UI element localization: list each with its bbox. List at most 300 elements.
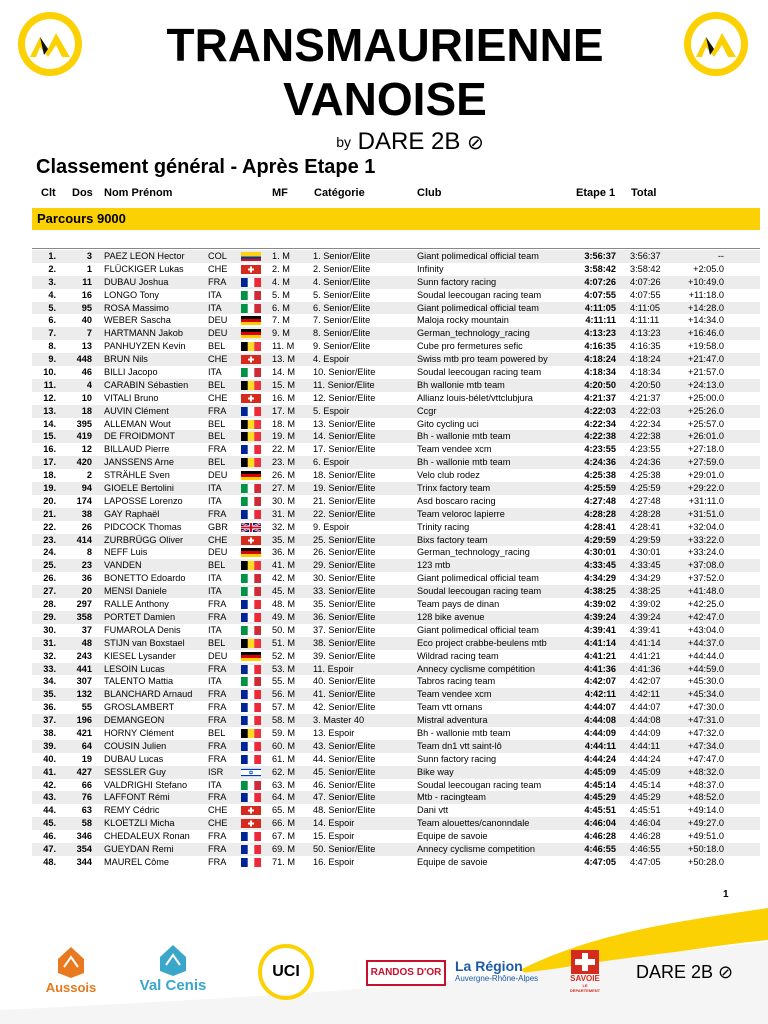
bib: 40 [81, 315, 92, 326]
brand-title-line1: TRANSMAURIENNE [166, 19, 604, 71]
flag-fra-icon [241, 793, 261, 802]
rank: 15. [43, 431, 56, 442]
stage1-time: 4:22:38 [584, 431, 616, 442]
table-row [32, 430, 760, 443]
gap: +25:26.0 [687, 405, 724, 416]
gap: +47:34.0 [687, 740, 724, 751]
gap: +44:37.0 [687, 637, 724, 648]
gap: +42:47.0 [687, 611, 724, 622]
category: 11. Senior/Elite [313, 379, 375, 390]
club: Equipe de savoie [417, 831, 488, 842]
rank: 36. [43, 702, 56, 713]
club: Bh - wallonie mtb team [417, 457, 511, 468]
flag-fra-icon [241, 445, 261, 454]
club: Maloja rocky mountain [417, 315, 509, 326]
flag-ita-icon [241, 291, 261, 300]
category: 2. Senior/Elite [313, 263, 371, 274]
table-row [32, 263, 760, 276]
gap: +49:27.0 [687, 818, 724, 829]
gap: +47:47.0 [687, 753, 724, 764]
rank: 23. [43, 534, 56, 545]
nationality: BEL [208, 560, 226, 571]
event-logo-right [684, 12, 748, 76]
total-time: 4:45:14 [630, 779, 661, 790]
nationality: ISR [208, 766, 224, 777]
stage1-time: 4:42:07 [584, 676, 616, 687]
flag-fra-icon [241, 665, 261, 674]
gap: +47:32.0 [687, 727, 724, 738]
rider-name: COUSIN Julien [104, 740, 167, 751]
stage1-time: 4:29:59 [584, 534, 616, 545]
total-time: 4:22:34 [630, 418, 661, 429]
rank: 41. [43, 766, 56, 777]
flag-ita-icon [241, 497, 261, 506]
rider-name: FUMAROLA Denis [104, 624, 181, 635]
club: German_technology_racing [417, 328, 530, 339]
nationality: COL [208, 251, 227, 261]
nationality: FRA [208, 276, 227, 287]
nationality: ITA [208, 573, 222, 584]
total-time: 4:11:05 [630, 302, 660, 313]
table-row [32, 753, 760, 766]
nationality: CHE [208, 805, 228, 816]
nationality: FRA [208, 599, 227, 610]
club: Team vendee xcm [417, 689, 492, 700]
rank: 5. [48, 302, 56, 313]
flag-fra-icon [241, 858, 261, 867]
gap: +24:13.0 [687, 379, 724, 390]
total-time: 4:46:04 [630, 818, 661, 829]
gap: +27:59.0 [687, 457, 724, 468]
nationality: FRA [208, 753, 227, 764]
category: 43. Senior/Elite [313, 740, 376, 751]
bib: 64 [81, 740, 92, 751]
bib: 4 [86, 379, 92, 390]
category: 1. Senior/Elite [313, 251, 371, 261]
bib: 7 [86, 328, 92, 339]
event-mark-icon [696, 29, 736, 59]
rank: 31. [43, 637, 56, 648]
rider-name: LAPOSSE Lorenzo [104, 495, 183, 506]
club: Giant polimedical official team [417, 624, 539, 635]
nationality: FRA [208, 831, 227, 842]
category: 11. Espoir [313, 663, 354, 674]
table-row [32, 766, 760, 779]
flag-ita-icon [241, 587, 261, 596]
event-logo-left [18, 12, 82, 76]
mf-rank: 5. M [272, 289, 290, 300]
nationality: BEL [208, 637, 226, 648]
total-time: 4:46:28 [630, 831, 661, 842]
rider-name: BLANCHARD Arnaud [104, 689, 193, 700]
category: 29. Senior/Elite [313, 560, 376, 571]
stage1-time: 4:46:28 [584, 831, 616, 842]
total-time: 4:18:34 [630, 367, 661, 378]
total-time: 4:21:37 [630, 392, 661, 403]
category: 4. Espoir [313, 354, 350, 365]
flag-bel-icon [241, 342, 261, 351]
nationality: ITA [208, 676, 222, 687]
table-row [32, 521, 760, 534]
event-mark-icon [30, 29, 70, 59]
total-time: 4:41:14 [630, 637, 661, 648]
sponsor-aussois [36, 945, 106, 997]
total-time: 4:39:24 [630, 611, 661, 622]
table-row [32, 327, 760, 340]
flag-bel-icon [241, 639, 261, 648]
rider-name: PIDCOCK Thomas [104, 521, 182, 532]
gap: +25:00.0 [687, 392, 724, 403]
nationality: FRA [208, 689, 227, 700]
rider-name: PANHUYZEN Kevin [104, 341, 186, 352]
section-bar [32, 208, 760, 230]
dare2b-icon: ⊘ [718, 962, 734, 982]
category: 13. Senior/Elite [313, 418, 376, 429]
mf-rank: 31. M [272, 508, 295, 519]
bib: 26 [81, 521, 92, 532]
total-time: 4:38:25 [630, 586, 661, 597]
sponsor-randosdor [366, 960, 446, 986]
rank: 32. [43, 650, 56, 661]
flag-che-icon [241, 394, 261, 403]
stage1-time: 4:20:50 [584, 379, 616, 390]
club: Team pays de dinan [417, 599, 500, 610]
gap: +50:28.0 [687, 856, 724, 867]
flag-fra-icon [241, 755, 261, 764]
club: German_technology_racing [417, 547, 530, 558]
mf-rank: 65. M [272, 805, 295, 816]
stage1-time: 4:25:38 [584, 470, 616, 481]
rank: 10. [43, 367, 56, 378]
total-time: 4:42:11 [630, 689, 660, 700]
table-row [32, 314, 760, 327]
rider-name: FLÜCKIGER Lukas [104, 263, 184, 274]
total-time: 3:56:37 [630, 251, 661, 261]
bib: 243 [76, 650, 92, 661]
club: Velo club rodez [417, 470, 480, 481]
rider-name: MENSI Daniele [104, 586, 167, 597]
rank: 1. [48, 251, 56, 261]
table-row [32, 688, 760, 701]
col-header-bib: Dos [72, 187, 93, 199]
bib: 395 [76, 418, 92, 429]
gap: +29:22.0 [687, 483, 724, 494]
club: Tabros racing team [417, 676, 496, 687]
rider-name: RALLE Anthony [104, 599, 169, 610]
bib: 48 [81, 637, 92, 648]
rank: 25. [43, 560, 56, 571]
rank: 16. [43, 444, 56, 455]
table-row [32, 495, 760, 508]
nationality: ITA [208, 483, 222, 494]
flag-fra-icon [241, 510, 261, 519]
mf-rank: 6. M [272, 302, 290, 313]
uci-label: UCI [272, 963, 300, 980]
club: Swiss mtb pro team powered by [417, 354, 548, 365]
gap: +33:22.0 [687, 534, 724, 545]
total-time: 4:20:50 [630, 379, 661, 390]
savoie-sub-label: LE DÉPARTEMENT [569, 983, 601, 993]
category: 4. Senior/Elite [313, 276, 371, 287]
mf-rank: 16. M [272, 392, 295, 403]
club: 128 bike avenue [417, 611, 485, 622]
flag-deu-icon [241, 471, 261, 480]
category: 35. Senior/Elite [313, 599, 376, 610]
stage1-time: 4:46:04 [584, 818, 616, 829]
stage1-time: 4:39:24 [584, 611, 616, 622]
gap: +26:01.0 [687, 431, 724, 442]
gap: +19:58.0 [687, 341, 724, 352]
rank: 9. [48, 354, 56, 365]
flag-ita-icon [241, 304, 261, 313]
category: 48. Senior/Elite [313, 805, 376, 816]
flag-fra-icon [241, 703, 261, 712]
table-row [32, 572, 760, 585]
mf-rank: 14. M [272, 367, 295, 378]
gap: +47:31.0 [687, 715, 724, 726]
mf-rank: 50. M [272, 624, 295, 635]
gap: +37:08.0 [687, 560, 724, 571]
category: 42. Senior/Elite [313, 702, 376, 713]
flag-fra-icon [241, 845, 261, 854]
club: Trinity racing [417, 521, 470, 532]
category: 5. Senior/Elite [313, 289, 371, 300]
bib: 38 [81, 508, 92, 519]
nationality: BEL [208, 418, 226, 429]
total-time: 4:07:26 [630, 276, 661, 287]
rank: 40. [43, 753, 56, 764]
club: Soudal leecougan racing team [417, 586, 542, 597]
gap: +10:49.0 [687, 276, 724, 287]
flag-che-icon [241, 265, 261, 274]
club: Team veloroc lapierre [417, 508, 505, 519]
rider-name: GUEYDAN Remi [104, 843, 174, 854]
bib: 8 [86, 547, 92, 558]
stage1-time: 4:21:37 [584, 392, 616, 403]
table-row [32, 250, 760, 263]
rank: 26. [43, 573, 56, 584]
total-time: 4:24:36 [630, 457, 661, 468]
total-time: 4:44:07 [630, 702, 661, 713]
gap: +14:34.0 [687, 315, 724, 326]
stage1-time: 4:11:05 [584, 302, 616, 313]
gap: +32:04.0 [687, 521, 724, 532]
flag-fra-icon [241, 690, 261, 699]
stage1-time: 4:30:01 [584, 547, 616, 558]
table-row [32, 830, 760, 843]
nationality: CHE [208, 263, 228, 274]
flag-bel-icon [241, 561, 261, 570]
rider-name: ROSA Massimo [104, 302, 169, 313]
rider-name: KLOETZLI Micha [104, 818, 175, 829]
table-row [32, 508, 760, 521]
bib: 76 [81, 792, 92, 803]
randosdor-label: RANDOS D'OR [370, 967, 442, 978]
rider-name: BILLI Jacopo [104, 367, 158, 378]
gap: +44:59.0 [687, 663, 724, 674]
table-row [32, 611, 760, 624]
table-row [32, 791, 760, 804]
rider-name: AUVIN Clément [104, 405, 169, 416]
bib: 174 [76, 495, 92, 506]
table-row [32, 276, 760, 289]
bib: 421 [76, 727, 92, 738]
nationality: DEU [208, 547, 228, 558]
nationality: BEL [208, 379, 226, 390]
page-number: 1 [723, 889, 729, 900]
valcenis-label: Val Cenis [139, 977, 207, 994]
flag-fra-icon [241, 832, 261, 841]
mf-rank: 53. M [272, 663, 295, 674]
rider-name: DUBAU Lucas [104, 753, 164, 764]
gap: +21:47.0 [687, 354, 724, 365]
stage1-time: 4:27:48 [584, 495, 616, 506]
brand-sponsor-name: DARE 2B [357, 128, 461, 155]
stage1-time: 4:41:36 [584, 663, 616, 674]
brand-title-line2: VANOISE [283, 73, 487, 125]
flag-che-icon [241, 536, 261, 545]
rider-name: GAY Raphaël [104, 508, 160, 519]
table-row [32, 585, 760, 598]
mf-rank: 30. M [272, 495, 295, 506]
flag-ita-icon [241, 781, 261, 790]
nationality: FRA [208, 508, 227, 519]
club: Giant polimedical official team [417, 573, 539, 584]
bib: 196 [76, 715, 92, 726]
rider-name: DE FROIDMONT [104, 431, 175, 442]
rank: 28. [43, 599, 56, 610]
stage1-time: 4:28:28 [584, 508, 616, 519]
stage1-time: 3:56:37 [584, 251, 616, 261]
nationality: FRA [208, 856, 227, 867]
total-time: 4:41:21 [630, 650, 661, 661]
total-time: 4:44:24 [630, 753, 661, 764]
nationality: DEU [208, 328, 228, 339]
club: Sunn factory racing [417, 753, 497, 764]
rank: 11. [43, 379, 56, 390]
mf-rank: 63. M [272, 779, 295, 790]
gap: +49:51.0 [687, 831, 724, 842]
brand-sponsor-line [300, 127, 520, 158]
table-row [32, 740, 760, 753]
bib: 94 [81, 483, 92, 494]
col-header-name: Nom Prénom [104, 187, 173, 199]
mf-rank: 48. M [272, 599, 295, 610]
rider-name: TALENTO Mattia [104, 676, 174, 687]
stage1-time: 4:41:21 [584, 650, 616, 661]
table-row [32, 456, 760, 469]
mf-rank: 71. M [272, 856, 295, 867]
category: 37. Senior/Elite [313, 624, 376, 635]
gap: +42:25.0 [687, 599, 724, 610]
mf-rank: 61. M [272, 753, 295, 764]
club: Ccgr [417, 405, 437, 416]
total-time: 4:27:48 [630, 495, 661, 506]
category: 3. Master 40 [313, 715, 365, 726]
club: Soudal leecougan racing team [417, 367, 542, 378]
rider-name: DUBAU Joshua [104, 276, 169, 287]
gap: +2:05.0 [693, 263, 724, 274]
club: Mtb - racingteam [417, 792, 486, 803]
table-row [32, 302, 760, 315]
mf-rank: 57. M [272, 702, 295, 713]
gap: +45:30.0 [687, 676, 724, 687]
club: Giant polimedical official team [417, 302, 539, 313]
gap: +44:44.0 [687, 650, 724, 661]
stage1-time: 4:47:05 [584, 856, 616, 867]
rank: 14. [43, 418, 56, 429]
category: 16. Espoir [313, 856, 355, 867]
table-row [32, 353, 760, 366]
category: 6. Senior/Elite [313, 302, 371, 313]
gap: +41:48.0 [687, 586, 724, 597]
rank: 38. [43, 727, 56, 738]
gap: +31:11.0 [688, 495, 724, 506]
nationality: FRA [208, 702, 227, 713]
gap: +27:18.0 [687, 444, 724, 455]
gap: +48:37.0 [687, 779, 724, 790]
total-time: 4:30:01 [630, 547, 661, 558]
total-time: 4:07:55 [630, 289, 661, 300]
rank: 35. [43, 689, 56, 700]
stage1-time: 4:41:14 [584, 637, 616, 648]
sponsor-dare2b [636, 962, 733, 983]
col-header-mf: MF [272, 187, 288, 199]
flag-fra-icon [241, 407, 261, 416]
total-time: 4:25:38 [630, 470, 661, 481]
rider-name: GROSLAMBERT [104, 702, 175, 713]
total-time: 4:28:28 [630, 508, 661, 519]
category: 30. Senior/Elite [313, 573, 376, 584]
club: 123 mtb [417, 560, 451, 571]
total-time: 3:58:42 [630, 263, 661, 274]
club: Wildrad racing team [417, 650, 499, 661]
stage1-time: 4:11:11 [585, 315, 616, 326]
table-row [32, 482, 760, 495]
category: 5. Espoir [313, 405, 350, 416]
table-row [32, 624, 760, 637]
rider-name: STIJN van Boxstael [104, 637, 185, 648]
rider-name: REMY Cédric [104, 805, 160, 816]
club: Bixs factory team [417, 534, 488, 545]
nationality: ITA [208, 289, 222, 300]
flag-deu-icon [241, 329, 261, 338]
rank: 24. [43, 547, 56, 558]
nationality: ITA [208, 367, 222, 378]
sponsor-uci [258, 944, 314, 1000]
flag-fra-icon [241, 742, 261, 751]
category: 18. Senior/Elite [313, 470, 376, 481]
table-row [32, 340, 760, 353]
club: Giant polimedical official team [417, 251, 539, 261]
nationality: BEL [208, 727, 226, 738]
col-header-rank: Clt [41, 187, 56, 199]
table-row [32, 546, 760, 559]
rider-name: BILLAUD Pierre [104, 444, 170, 455]
rider-name: WEBER Sascha [104, 315, 171, 326]
rank: 6. [48, 315, 56, 326]
table-row [32, 856, 760, 869]
rider-name: PAEZ LEON Hector [104, 251, 185, 261]
rank: 29. [43, 611, 56, 622]
bib: 297 [76, 599, 92, 610]
bib: 16 [81, 289, 92, 300]
stage1-time: 4:24:36 [584, 457, 616, 468]
stage1-time: 4:23:55 [584, 444, 616, 455]
rider-name: CHEDALEUX Ronan [104, 831, 190, 842]
sponsor-savoie [567, 950, 603, 993]
bib: 419 [76, 431, 92, 442]
